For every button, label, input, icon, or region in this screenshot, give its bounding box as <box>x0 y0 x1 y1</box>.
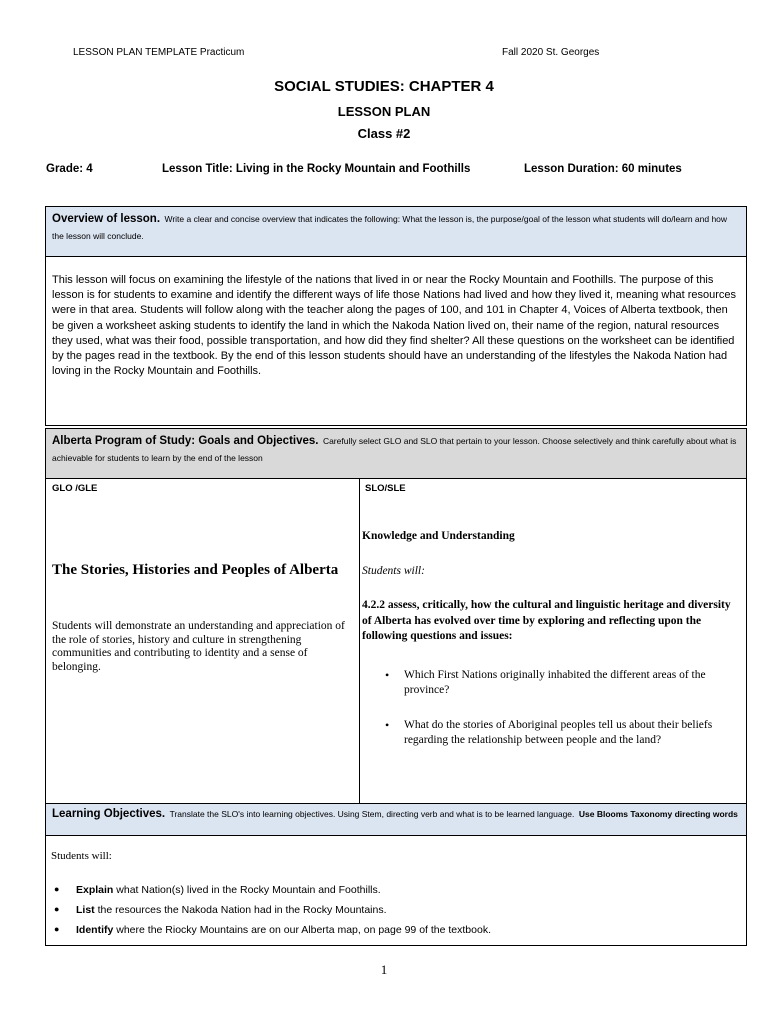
slo-text: 4.2.2 assess, critically, how the cultural and linguistic heritage and diversity of Alberta has evolved over time by exploring and reflecting upon the following questions and issues: <box>362 599 731 642</box>
objective-verb: Explain <box>76 884 114 896</box>
overview-heading: Overview of lesson. <box>52 213 161 225</box>
list-item <box>76 904 491 924</box>
grade-label: Grade: 4 <box>46 163 93 175</box>
overview-instruction: Write a clear and concise overview that indicates the following: What the lesson is, the purpose/goal of the lesson what students will do/learn and how the lesson will conclude. <box>52 214 728 241</box>
overview-header <box>45 206 747 257</box>
students-will-label: Students will: <box>51 850 112 862</box>
learning-objectives-body <box>45 835 747 946</box>
objective-text: what Nation(s) lived in the Rocky Mountain and Foothills. <box>113 884 381 896</box>
learning-heading: Learning Objectives. <box>52 808 166 820</box>
slo-question: • What do the stories of Aboriginal peoples tell us about their beliefs regarding the relationship between people and the land? <box>404 718 744 747</box>
students-will-label: Students will: <box>362 565 425 577</box>
objective-text: the resources the Nakoda Nation had in the Rocky Mountains. <box>94 904 387 916</box>
document-subtitle: LESSON PLAN <box>337 104 431 119</box>
lesson-title: Lesson Title: Living in the Rocky Mountain and Foothills <box>162 163 471 175</box>
slo-question: • Which First Nations originally inhabited the different areas of the province? <box>404 668 744 697</box>
overview-body: This lesson will focus on examining the lifestyle of the nations that lived in or near the Rocky Mountain and Foothills. The purpose of this lesson is for students to examine and identify the different ways of life those Nations had lived and how they lived it, meaning what resources were in that area. Students will follow along with the teacher along the pages of 100, and 101 in Chapter 4, Voices of Alberta textbook, then be given a worksheet asking students to identify the land in which the Nakoda Nation lived on, their name of the region, natural resources they used, what was their food, possible transportation, and how did they find shelter? All these questions on the worksheet can be identified by the pages read in the textbook. By the end of this lesson students should have an understanding of the lifestyles the Nakoda Nation had loving in the Rocky Mountain and Foothills. <box>45 256 747 426</box>
lesson-duration: Lesson Duration: 60 minutes <box>524 163 682 175</box>
glo-title: The Stories, Histories and Peoples of Alberta <box>52 562 339 578</box>
learning-objectives-header <box>45 803 747 836</box>
document-title: SOCIAL STUDIES: CHAPTER 4 <box>274 78 494 95</box>
learning-objectives-list <box>76 884 491 944</box>
glo-text: Students will demonstrate an understanding and appreciation of the role of stories, history and culture in strengthening communities and contributing to identity and a sense of belonging. <box>52 620 345 673</box>
page-number: 1 <box>380 962 388 977</box>
class-number: Class #2 <box>357 126 411 141</box>
objective-verb: List <box>76 904 95 916</box>
slo-column <box>359 479 746 803</box>
program-heading: Alberta Program of Study: Goals and Objectives. <box>52 435 319 447</box>
objective-text: where the Riocky Mountains are on our Alberta map, on page 99 of the textbook. <box>113 924 491 936</box>
learning-instruction-bold: Use Blooms Taxonomy directing words <box>578 809 738 819</box>
page-header-left: LESSON PLAN TEMPLATE Practicum <box>73 47 245 58</box>
list-item <box>76 924 491 944</box>
learning-instruction: Translate the SLO's into learning objectives. Using Stem, directing verb and what is to be learned language. <box>169 809 575 819</box>
program-header <box>45 428 747 479</box>
objective-verb: Identify <box>76 924 114 936</box>
page-header-right: Fall 2020 St. Georges <box>502 47 600 58</box>
slo-column-head: SLO/SLE <box>365 483 406 494</box>
list-item <box>76 884 491 904</box>
glo-column-head: GLO /GLE <box>52 483 98 494</box>
program-instruction: Carefully select GLO and SLO that pertain to your lesson. Choose selectively and think carefully about what is achievable for students to learn by the end of the lesson <box>52 436 737 463</box>
glo-slo-table <box>45 478 747 804</box>
glo-column <box>46 479 360 803</box>
knowledge-understanding-heading: Knowledge and Understanding <box>362 530 515 542</box>
